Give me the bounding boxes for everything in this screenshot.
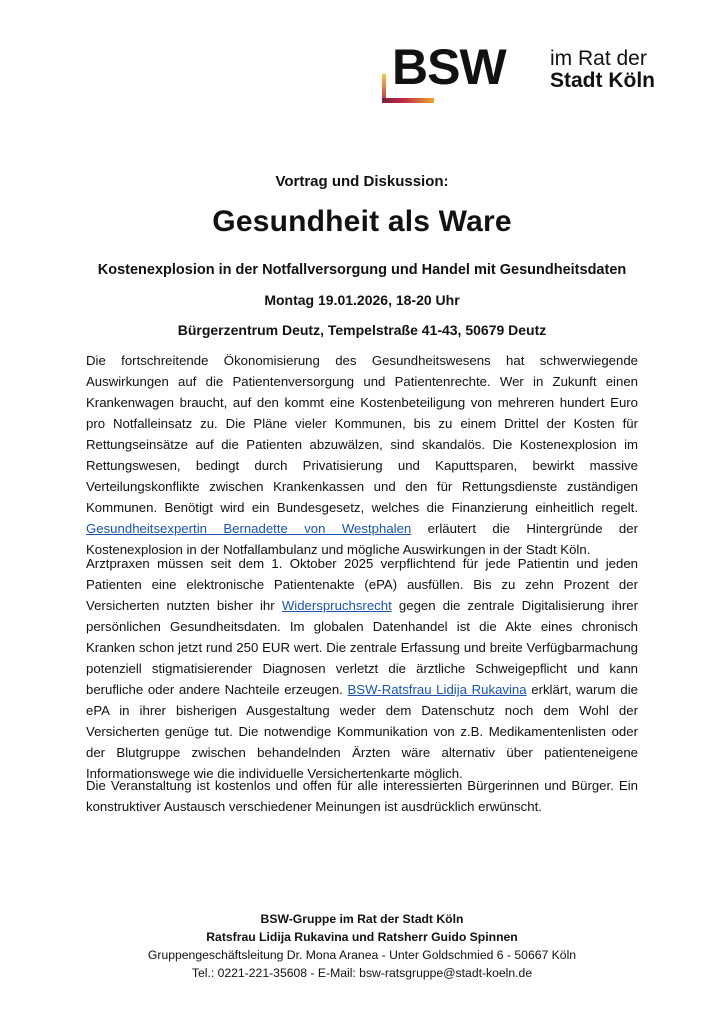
- logo-sub-line2: Stadt Köln: [550, 69, 655, 92]
- link-widerspruchsrecht[interactable]: Widerspruchsrecht: [281, 598, 392, 613]
- paragraph-2-text-a: Arztpraxen müssen seit dem 1. Oktober 2025 verpflichtend für jede Patientin und jeden Patienten eine elektronische Patientenakte (ePA) ausfüllen. Bis zu zehn Prozent der Versicherten nutzten bisher ihr: [86, 556, 638, 613]
- logo-subtitle: [550, 48, 655, 92]
- paragraph-1-text-a: Die fortschreitende Ökonomisierung des Gesundheitswesens hat schwerwiegende Auswirkungen auf die Patientenversorgung und Patientenrechte. Wer in Zukunft einen Krankenwagen braucht, auf den kommt eine Kostenbeteiligung von mehreren hundert Euro pro Notfalleinsatz zu. Die Pläne vieler Kommunen, bis zu einem Drittel der Kosten für Rettungseinsätze auf die Patienten abzuwälzen, sind skandalös. Die Kostenexplosion im Rettungswesen, bedingt durch Privatisierung und Kaputtsparen, bewirkt massive Verteilungskonflikte zwischen Krankenkassen und den für Rettungsdienste zuständigen Kommunen. Benötigt wird ein Bundesgesetz, welches die Finanzierung einheitlich regelt.: [86, 353, 638, 515]
- event-kicker: Vortrag und Diskussion:: [275, 173, 449, 190]
- paragraph-2: [86, 553, 638, 784]
- logo-sub-line1: im Rat der: [550, 47, 647, 70]
- logo-accent-bar: [382, 98, 434, 103]
- footer-line-3: Gruppengeschäftsleitung Dr. Mona Aranea - Unter Goldschmied 6 - 50667 Köln: [147, 948, 577, 962]
- footer: [0, 910, 724, 982]
- link-bernadette-von-westphalen[interactable]: Gesundheitsexpertin Bernadette von Westphalen: [86, 521, 412, 536]
- paragraph-2-text-c: erklärt, warum die ePA in ihrer bisherigen Ausgestaltung weder dem Datenschutz noch dem Wohl der Versicherten genüge tut. Die notwendige Kommunikation von z.B. Medikamentenlisten oder der Blutgruppe zwischen behandelnden Ärzten wäre alternativ über patienteneigene Informationswege wie die individuelle Versichertenkarte möglich.: [86, 682, 638, 781]
- footer-line-4: Tel.: 0221-221-35608 - E-Mail: bsw-ratsgruppe@stadt-koeln.de: [191, 966, 533, 980]
- event-date: Montag 19.01.2026, 18-20 Uhr: [264, 292, 460, 308]
- link-lidija-rukavina[interactable]: BSW-Ratsfrau Lidija Rukavina: [347, 682, 527, 697]
- paragraph-1: [86, 350, 638, 560]
- paragraph-3: Die Veranstaltung ist kostenlos und offen für alle interessierten Bürgerinnen und Bürger. Ein konstruktiver Austausch verschiedener Meinungen ist ausdrücklich erwünscht.: [86, 778, 638, 814]
- footer-line-1: BSW-Gruppe im Rat der Stadt Köln: [260, 912, 464, 926]
- bsw-logo: [378, 39, 678, 108]
- event-subtitle: Kostenexplosion in der Notfallversorgung und Handel mit Gesundheitsdaten: [97, 262, 627, 278]
- logo-wordmark: BSW: [392, 39, 506, 95]
- event-title: Gesundheit als Ware: [212, 205, 512, 238]
- paragraph-2-text-b: gegen die zentrale Digitalisierung ihrer persönlichen Gesundheitsdaten. Im globalen Datenhandel ist die Akte eines chronisch Kranken schon jetzt rund 250 EUR wert. Die zentrale Erfassung und breite Verfügbarmachung potenziell stigmatisierender Diagnosen verletzt die ärztliche Schweigepflicht und kann berufliche oder andere Nachteile erzeugen.: [86, 598, 638, 697]
- footer-line-2: Ratsfrau Lidija Rukavina und Ratsherr Guido Spinnen: [206, 930, 518, 944]
- event-place: Bürgerzentrum Deutz, Tempelstraße 41-43, 50679 Deutz: [177, 322, 547, 338]
- paragraph-1-text-b: erläutert die Hintergründe der Kostenexplosion in der Notfallambulanz und mögliche Auswirkungen in der Stadt Köln.: [86, 521, 638, 557]
